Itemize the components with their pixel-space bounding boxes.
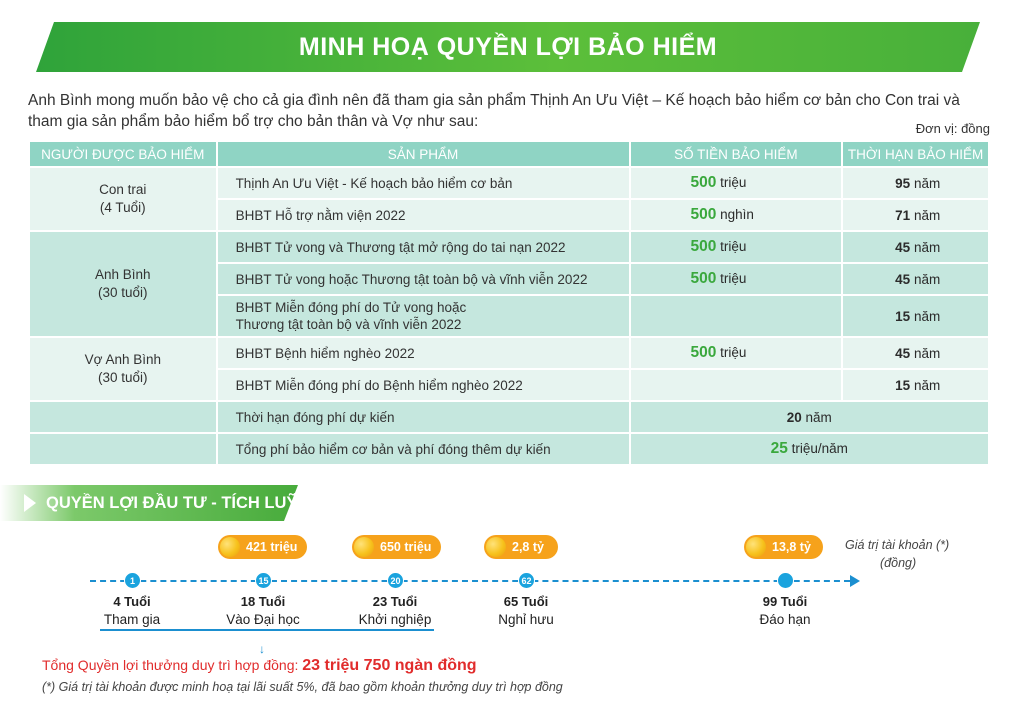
summary-blank bbox=[29, 433, 217, 465]
insurance-term bbox=[842, 231, 989, 263]
table-row bbox=[29, 231, 989, 263]
bonus-period-bracket bbox=[100, 629, 434, 631]
amount-value: 500 bbox=[690, 174, 717, 191]
amount-unit: nghìn bbox=[720, 207, 754, 222]
total-bonus bbox=[42, 657, 477, 675]
insured-person bbox=[29, 231, 217, 337]
amount-value: 500 bbox=[690, 238, 717, 255]
table-row bbox=[29, 167, 989, 199]
amount-value: 500 bbox=[690, 206, 717, 223]
person-name: Con trai bbox=[99, 182, 147, 197]
insurance-term bbox=[842, 199, 989, 231]
term-value: 95 bbox=[895, 175, 911, 191]
milestone-desc: Vào Đại học bbox=[226, 612, 300, 627]
insurance-term bbox=[842, 263, 989, 295]
amount-value: 500 bbox=[690, 344, 717, 361]
milestone-age: 4 Tuổi bbox=[113, 594, 151, 609]
person-age: (4 Tuổi) bbox=[99, 200, 146, 215]
account-value-pill bbox=[218, 535, 307, 559]
table-row bbox=[29, 337, 989, 369]
intro-text: Anh Bình mong muốn bảo vệ cho cả gia đình nên đã tham gia sản phẩm Thịnh An Ưu Việt – Kế hoạch bảo hiểm cơ bản cho Con trai và tham gia sản phẩm bảo hiểm bổ trợ cho bản thân và Vợ như sau: bbox=[28, 92, 960, 130]
account-value-label: Giá trị tài khoản (*) bbox=[845, 538, 950, 552]
amount-unit: triệu bbox=[720, 175, 747, 190]
account-value: 2,8 tỷ bbox=[512, 540, 544, 554]
milestone-desc: Khởi nghiệp bbox=[358, 612, 432, 627]
summary-number: 20 bbox=[786, 409, 802, 425]
person-age: (30 tuổi) bbox=[98, 285, 148, 300]
milestone-age: 18 Tuổi bbox=[240, 594, 286, 609]
account-value-pill bbox=[352, 535, 441, 559]
account-value: 13,8 tỷ bbox=[772, 540, 811, 554]
section-title: QUYỀN LỢI ĐẦU TƯ - TÍCH LUỸ bbox=[46, 494, 298, 512]
sum-insured bbox=[630, 295, 843, 337]
account-value: 650 triệu bbox=[380, 540, 432, 554]
insurance-term bbox=[842, 369, 989, 401]
summary-unit: triệu/năm bbox=[791, 441, 848, 456]
header-product: SẢN PHẨM bbox=[217, 141, 630, 167]
insurance-term bbox=[842, 337, 989, 369]
summary-label: Thời hạn đóng phí dự kiến bbox=[217, 401, 630, 433]
term-unit: năm bbox=[913, 377, 941, 393]
coin-icon bbox=[746, 537, 766, 557]
term-unit: năm bbox=[913, 345, 941, 361]
term-value: 71 bbox=[895, 207, 911, 223]
account-value-pill bbox=[484, 535, 558, 559]
product-name: Thịnh An Ưu Việt - Kế hoạch bảo hiểm cơ bản bbox=[217, 167, 630, 199]
milestone-age: 65 Tuổi bbox=[503, 594, 549, 609]
benefits-table bbox=[28, 140, 990, 466]
milestone-desc: Đáo hạn bbox=[759, 612, 811, 627]
summary-number: 25 bbox=[770, 440, 788, 457]
milestone-age: 99 Tuổi bbox=[762, 594, 808, 609]
sum-insured bbox=[630, 263, 843, 295]
footnote: (*) Giá trị tài khoản được minh hoạ tại lãi suất 5%, đã bao gồm khoản thưởng duy trì hợp đồng bbox=[42, 680, 563, 694]
term-value: 45 bbox=[895, 271, 911, 287]
term-value: 45 bbox=[895, 239, 911, 255]
table-header-row bbox=[29, 141, 989, 167]
product-name: BHBT Hỗ trợ nằm viện 2022 bbox=[217, 199, 630, 231]
timeline-dot: 1 bbox=[124, 572, 141, 589]
sum-insured bbox=[630, 231, 843, 263]
person-age: (30 tuổi) bbox=[98, 370, 148, 385]
insurance-term bbox=[842, 167, 989, 199]
insured-person bbox=[29, 337, 217, 401]
header-insured: NGƯỜI ĐƯỢC BẢO HIỂM bbox=[29, 141, 217, 167]
coin-icon bbox=[220, 537, 240, 557]
sum-insured bbox=[630, 167, 843, 199]
term-unit: năm bbox=[913, 175, 941, 191]
term-unit: năm bbox=[913, 308, 941, 324]
timeline-dot: 15 bbox=[255, 572, 272, 589]
insurance-term bbox=[842, 295, 989, 337]
amount-unit: triệu bbox=[720, 271, 747, 286]
summary-unit: năm bbox=[805, 409, 832, 425]
term-value: 15 bbox=[895, 377, 911, 393]
person-name: Vợ Anh Bình bbox=[84, 352, 161, 367]
milestone-desc: Nghỉ hưu bbox=[498, 612, 554, 627]
term-value: 15 bbox=[895, 308, 911, 324]
timeline-arrow-icon bbox=[850, 575, 860, 587]
product-name: BHBT Bệnh hiểm nghèo 2022 bbox=[217, 337, 630, 369]
summary-value bbox=[630, 433, 989, 465]
sum-insured bbox=[630, 369, 843, 401]
amount-unit: triệu bbox=[720, 239, 747, 254]
product-name: BHBT Tử vong và Thương tật mở rộng do tai nạn 2022 bbox=[217, 231, 630, 263]
term-unit: năm bbox=[913, 239, 941, 255]
product-line-1: BHBT Miễn đóng phí do Tử vong hoặc bbox=[235, 300, 467, 315]
timeline-dot: 62 bbox=[518, 572, 535, 589]
sum-insured bbox=[630, 337, 843, 369]
account-value: 421 triệu bbox=[246, 540, 298, 554]
insured-person bbox=[29, 167, 217, 231]
total-bonus-value: 23 triệu 750 ngàn đồng bbox=[302, 657, 477, 674]
amount-value: 500 bbox=[690, 270, 717, 287]
term-unit: năm bbox=[913, 271, 941, 287]
play-arrow-icon bbox=[24, 494, 36, 512]
milestone-age: 23 Tuổi bbox=[372, 594, 418, 609]
product-name bbox=[217, 295, 630, 337]
coin-icon bbox=[354, 537, 374, 557]
header-term: THỜI HẠN BẢO HIỂM bbox=[842, 141, 989, 167]
summary-value bbox=[630, 401, 989, 433]
total-bonus-label: Tổng Quyền lợi thưởng duy trì hợp đồng: bbox=[42, 657, 299, 673]
account-value-pill bbox=[744, 535, 823, 559]
timeline-line bbox=[90, 580, 850, 582]
product-name: BHBT Miễn đóng phí do Bệnh hiểm nghèo 2022 bbox=[217, 369, 630, 401]
person-name: Anh Bình bbox=[95, 267, 151, 282]
product-line-2: Thương tật toàn bộ và vĩnh viễn 2022 bbox=[235, 317, 462, 332]
page-title: MINH HOẠ QUYỀN LỢI BẢO HIỂM bbox=[298, 33, 718, 61]
timeline-dot bbox=[777, 572, 794, 589]
summary-label: Tổng phí bảo hiểm cơ bản và phí đóng thêm dự kiến bbox=[217, 433, 630, 465]
summary-row-payment-term bbox=[29, 401, 989, 433]
amount-unit: triệu bbox=[720, 345, 747, 360]
term-value: 45 bbox=[895, 345, 911, 361]
unit-label: Đơn vị: đồng bbox=[915, 121, 990, 136]
timeline-dot: 20 bbox=[387, 572, 404, 589]
milestone-desc: Tham gia bbox=[103, 612, 161, 627]
summary-blank bbox=[29, 401, 217, 433]
sum-insured bbox=[630, 199, 843, 231]
term-unit: năm bbox=[913, 207, 941, 223]
account-value-unit: (đồng) bbox=[880, 556, 917, 570]
summary-row-total-premium bbox=[29, 433, 989, 465]
product-name: BHBT Tử vong hoặc Thương tật toàn bộ và vĩnh viễn 2022 bbox=[217, 263, 630, 295]
coin-icon bbox=[486, 537, 506, 557]
arrow-down-icon: ↓ bbox=[259, 642, 265, 656]
header-amount: SỐ TIỀN BẢO HIỂM bbox=[630, 141, 843, 167]
